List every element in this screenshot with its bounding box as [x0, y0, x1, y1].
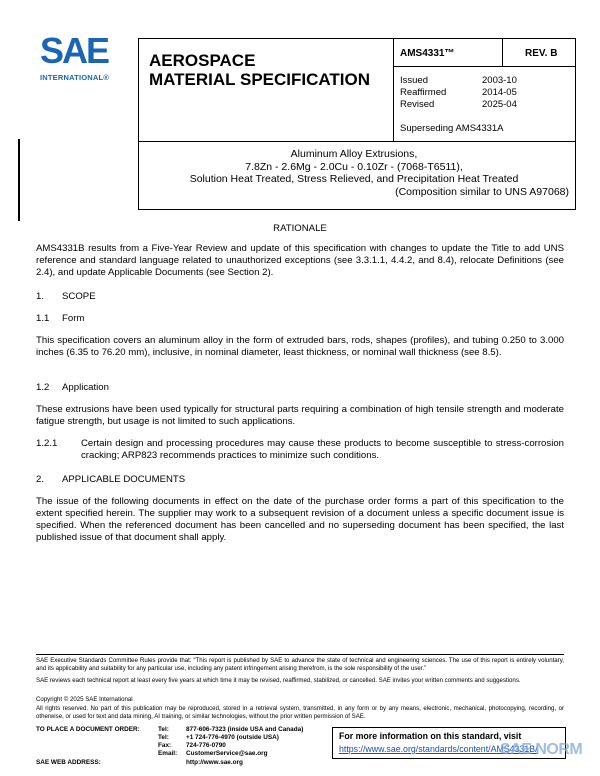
section-1-1-text: This specification covers an aluminum alloy in the form of extruded bars, rods, shapes (profiles), and tubing 0.250 to 3.000 inches (6.35 to 76.20 mm), inclusive, in nominal diameter, least thickness, or nominal wall thickness (see 8.5).	[36, 335, 564, 358]
rationale-text: AMS4331B results from a Five-Year Review and update of this specification with changes to update the Title to add UNS reference and standard language related to unauthorized exceptions (see 3.3.1.1, 4.4.2, and 8.4), relocate Definitions (see 2.4), and update Applicable Documents (see Section 2).	[36, 243, 564, 278]
section-number: 1.1	[36, 313, 50, 324]
footer-rights: All rights reserved. No part of this publication may be reproduced, stored in a retrieval system, transmitted, in any form or by any means, electronic, mechanical, photocopying, recording, or otherwise, or used for text and data mining, AI training, or similar technologies, without the prior written permission of SAE.	[36, 705, 564, 720]
contact-key: Fax:	[158, 742, 172, 749]
revision: REV. B	[525, 48, 558, 59]
more-info-title: For more information on this standard, visit	[339, 731, 522, 741]
section-1-2-heading	[36, 382, 109, 393]
footer-divider	[36, 654, 564, 655]
section-title: APPLICABLE DOCUMENTS	[62, 474, 186, 485]
contact-key: Tel:	[158, 726, 169, 733]
standard-url-link[interactable]: https://www.sae.org/standards/content/AMS4331B/	[339, 744, 538, 754]
footer-copyright: Copyright © 2025 SAE International	[36, 696, 133, 703]
date-value: 2014-05	[482, 87, 517, 98]
date-row-issued	[400, 75, 560, 87]
superseding: Superseding AMS4331A	[400, 123, 504, 134]
web-address-label: SAE WEB ADDRESS:	[36, 759, 101, 766]
order-info	[36, 726, 336, 770]
subject-line: (Composition similar to UNS A97068)	[395, 185, 569, 198]
section-2-heading	[36, 474, 185, 485]
date-label: Revised	[400, 99, 435, 110]
date-value: 2025-04	[482, 99, 517, 110]
doc-dates	[400, 75, 560, 111]
date-label: Issued	[400, 75, 428, 86]
section-text: Certain design and processing procedures may cause these products to become susceptible to stress-corrosion cracking; ARP823 recommends practices to minimize such conditions.	[81, 438, 564, 461]
subject-line: Solution Heat Treated, Stress Relieved, and Precipitation Heat Treated	[189, 173, 519, 185]
section-1-2-text: These extrusions have been used typically for structural parts requiring a combination of high tensile strength and moderate fatigue strength, but usage is not limited to such applications.	[36, 404, 564, 427]
section-1-1-heading	[36, 313, 84, 324]
contact-value: +1 724-776-4970 (outside USA)	[186, 734, 279, 741]
section-number: 1.	[36, 291, 45, 302]
section-1-2-1	[36, 438, 564, 464]
section-title: Application	[62, 382, 109, 393]
section-number: 1.2.1	[36, 438, 58, 449]
section-number: 1.2	[36, 382, 50, 393]
revision-cell	[503, 39, 575, 67]
contact-value: 724-776-0790	[186, 742, 226, 749]
doc-number-cell	[394, 39, 503, 67]
section-2-text: The issue of the following documents in effect on the date of the purchase order forms a part of this specification to the extent specified herein. The supplier may work to a subsequent revision of a document unless a specific document issue is specified. When the referenced document has been cancelled and no superseding document has been specified, the last published issue of that document shall apply.	[36, 496, 564, 543]
watermark-logo: SAE NORM	[500, 741, 583, 758]
contact-key: Email:	[158, 750, 178, 757]
contact-key: Tel:	[158, 734, 169, 741]
date-label: Reaffirmed	[400, 87, 447, 98]
contact-email-link[interactable]: CustomerService@sae.org	[186, 750, 268, 757]
date-row-revised	[400, 99, 560, 111]
web-address-link[interactable]: http://www.sae.org	[186, 759, 243, 766]
document-type-title	[149, 51, 370, 89]
section-number: 2.	[36, 474, 45, 485]
date-value: 2003-10	[482, 75, 517, 86]
document-header	[138, 38, 576, 142]
doc-number: AMS4331™	[400, 48, 455, 59]
date-row-reaffirmed	[400, 87, 560, 99]
title-line-2: MATERIAL SPECIFICATION	[149, 70, 370, 89]
section-1-heading	[36, 291, 96, 302]
subject-line: Aluminum Alloy Extrusions,	[290, 148, 418, 160]
footer-rules: SAE Executive Standards Committee Rules provide that: “This report is published by SAE to advance the state of technical and engineering sciences. The use of this report is entirely voluntary, and its applicability and suitability for any particular use, including any patent infringement arising therefrom, is the sole responsibility of the user.”	[36, 657, 564, 672]
order-label: TO PLACE A DOCUMENT ORDER:	[36, 726, 140, 733]
section-title: Form	[62, 313, 85, 324]
sae-logo-subtitle: INTERNATIONAL®	[40, 73, 110, 82]
contact-value: 877-606-7323 (inside USA and Canada)	[186, 726, 304, 733]
sae-logo: SAE	[40, 30, 109, 71]
subject-line: 7.8Zn - 2.6Mg - 2.0Cu - 0.10Zr - (7068-T6511),	[245, 160, 463, 173]
rationale-heading: RATIONALE	[273, 223, 327, 234]
subject-box	[138, 140, 576, 210]
subject-title	[139, 148, 569, 198]
footer-review: SAE reviews each technical report at least every five years at which time it may be revised, reaffirmed, stabilized, or cancelled. SAE invites your written comments and suggestions.	[36, 677, 521, 684]
section-title: SCOPE	[62, 291, 96, 302]
revision-change-bar	[18, 139, 20, 221]
title-line-1: AEROSPACE	[149, 51, 256, 70]
header-title-cell	[139, 39, 394, 141]
